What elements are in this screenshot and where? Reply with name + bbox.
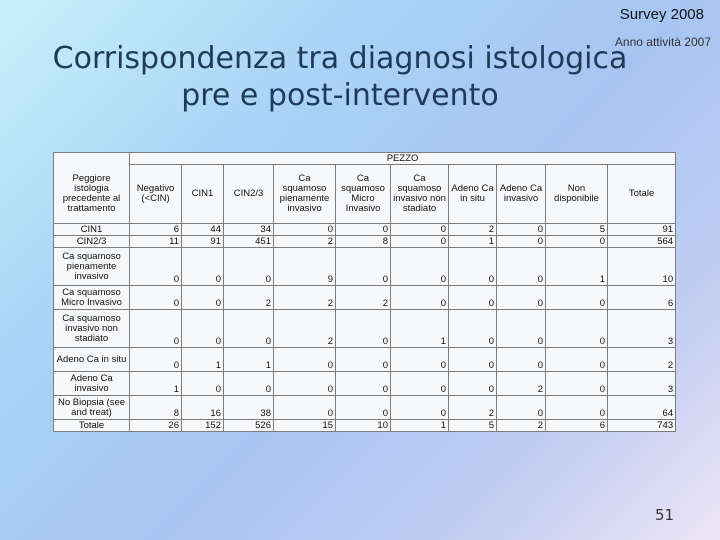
table-cell: 0	[224, 372, 274, 396]
table-row-label: CIN2/3	[54, 236, 130, 248]
table-row	[54, 348, 676, 372]
activity-year-label: Anno attività 2007	[614, 35, 711, 49]
table-cell: 0	[546, 348, 608, 372]
table-cell: 2	[449, 224, 497, 236]
table-cell: 1	[449, 236, 497, 248]
correspondence-table	[53, 152, 676, 432]
table-cell: 0	[336, 372, 391, 396]
table-row	[54, 420, 676, 432]
table-column-header: Ca squamoso invasivo non stadiato	[391, 165, 449, 224]
table-cell: 9	[274, 248, 336, 286]
table-cell: 5	[546, 224, 608, 236]
table-cell: 0	[130, 348, 182, 372]
table-body	[54, 224, 676, 432]
table-cell: 64	[608, 396, 676, 420]
table-cell: 8	[130, 396, 182, 420]
table-cell: 0	[182, 310, 224, 348]
table-cell: 0	[336, 348, 391, 372]
table-cell: 0	[130, 310, 182, 348]
table-cell: 0	[274, 348, 336, 372]
table-row-label: No Biopsia (see and treat)	[54, 396, 130, 420]
table-cell: 0	[497, 396, 546, 420]
table-cell: 0	[449, 348, 497, 372]
table-cell: 526	[224, 420, 274, 432]
slide-title-line-2: pre e post-intervento	[181, 78, 499, 113]
table-cell: 10	[608, 248, 676, 286]
table-cell: 2	[224, 286, 274, 310]
table-row	[54, 236, 676, 248]
table-cell: 38	[224, 396, 274, 420]
table-cell: 2	[274, 236, 336, 248]
slide-title-line-1: Corrispondenza tra diagnosi istologica	[52, 41, 628, 76]
table-cell: 1	[391, 420, 449, 432]
table-row-label: Totale	[54, 420, 130, 432]
table-cell: 0	[391, 224, 449, 236]
table-cell: 564	[608, 236, 676, 248]
table-row-label: Ca squamoso pienamente invasivo	[54, 248, 130, 286]
table-cell: 0	[449, 248, 497, 286]
table-cell: 0	[497, 310, 546, 348]
table-cell: 152	[182, 420, 224, 432]
table-group-header: PEZZO	[130, 153, 676, 165]
table-cell: 0	[182, 372, 224, 396]
table-cell: 1	[182, 348, 224, 372]
table-cell: 0	[546, 310, 608, 348]
table-column-header: Negativo (<CIN)	[130, 165, 182, 224]
table-cell: 0	[130, 248, 182, 286]
table-cell: 0	[546, 286, 608, 310]
table-column-header: CIN1	[182, 165, 224, 224]
survey-label: Survey 2008	[619, 6, 704, 23]
table-cell: 10	[336, 420, 391, 432]
table-cell: 0	[449, 372, 497, 396]
table-cell: 16	[182, 396, 224, 420]
table-cell: 0	[391, 236, 449, 248]
table-column-header: Ca squamoso pienamente invasivo	[274, 165, 336, 224]
table-column-header: CIN2/3	[224, 165, 274, 224]
table-cell: 0	[391, 372, 449, 396]
table-row-header-label: Peggiore istologia precedente al trattamento	[54, 165, 130, 224]
table-row-label: Ca squamoso Micro Invasivo	[54, 286, 130, 310]
table-column-header: Adeno Ca in situ	[449, 165, 497, 224]
table-cell: 0	[336, 248, 391, 286]
table-cell: 0	[274, 224, 336, 236]
table-cell: 2	[274, 286, 336, 310]
table-cell: 2	[497, 372, 546, 396]
table-cell: 6	[130, 224, 182, 236]
table-cell: 34	[224, 224, 274, 236]
table-cell: 0	[224, 310, 274, 348]
table-cell: 1	[224, 348, 274, 372]
table-cell: 91	[182, 236, 224, 248]
table-row-label: Adeno Ca invasivo	[54, 372, 130, 396]
table-cell: 0	[336, 224, 391, 236]
table-cell: 0	[182, 248, 224, 286]
table-column-header: Ca squamoso Micro Invasivo	[336, 165, 391, 224]
table-row-label: Adeno Ca in situ	[54, 348, 130, 372]
table-cell: 0	[546, 236, 608, 248]
table-cell: 2	[274, 310, 336, 348]
table-cell: 15	[274, 420, 336, 432]
table-cell: 1	[391, 310, 449, 348]
table-row	[54, 224, 676, 236]
table-cell: 0	[449, 310, 497, 348]
table-column-header: Adeno Ca invasivo	[497, 165, 546, 224]
table-row	[54, 310, 676, 348]
page-number: 51	[655, 506, 675, 524]
table-cell: 0	[497, 248, 546, 286]
table-cell: 91	[608, 224, 676, 236]
table-cell: 0	[130, 286, 182, 310]
table-column-header: Non disponibile	[546, 165, 608, 224]
table-cell: 0	[182, 286, 224, 310]
table-cell: 8	[336, 236, 391, 248]
table-row-label: Ca squamoso invasivo non stadiato	[54, 310, 130, 348]
table-cell: 2	[497, 420, 546, 432]
table-row	[54, 396, 676, 420]
slide-title	[0, 40, 680, 114]
table-cell: 2	[608, 348, 676, 372]
table-cell: 3	[608, 310, 676, 348]
table-cell: 0	[274, 396, 336, 420]
table-row-label: CIN1	[54, 224, 130, 236]
table-cell: 11	[130, 236, 182, 248]
table-cell: 0	[391, 348, 449, 372]
table-cell: 2	[336, 286, 391, 310]
table-cell: 0	[391, 286, 449, 310]
table-row	[54, 248, 676, 286]
table-row	[54, 372, 676, 396]
table-cell: 0	[449, 286, 497, 310]
table-cell: 0	[336, 396, 391, 420]
table-cell: 0	[391, 396, 449, 420]
table-column-header: Totale	[608, 165, 676, 224]
table-cell: 0	[391, 248, 449, 286]
table-cell: 3	[608, 372, 676, 396]
table-cell: 6	[608, 286, 676, 310]
table-corner-cell	[54, 153, 130, 165]
table-cell: 0	[497, 224, 546, 236]
table-cell: 0	[497, 348, 546, 372]
table-cell: 1	[130, 372, 182, 396]
table-cell: 451	[224, 236, 274, 248]
table-cell: 26	[130, 420, 182, 432]
table-cell: 1	[546, 248, 608, 286]
table-cell: 743	[608, 420, 676, 432]
table-cell: 0	[224, 248, 274, 286]
table-cell: 0	[497, 236, 546, 248]
table-cell: 2	[449, 396, 497, 420]
table-cell: 0	[497, 286, 546, 310]
table-cell: 0	[546, 396, 608, 420]
table-row	[54, 286, 676, 310]
table-cell: 0	[546, 372, 608, 396]
table-cell: 6	[546, 420, 608, 432]
table-cell: 44	[182, 224, 224, 236]
table-column-header-row	[54, 165, 676, 224]
table-cell: 5	[449, 420, 497, 432]
table-cell: 0	[274, 372, 336, 396]
table-cell: 0	[336, 310, 391, 348]
